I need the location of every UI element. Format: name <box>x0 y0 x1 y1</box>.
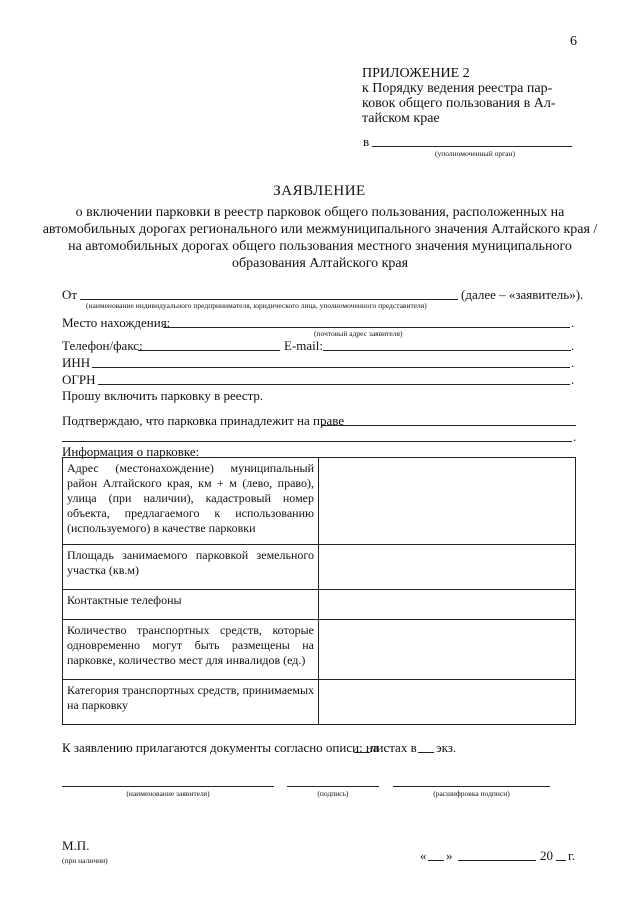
period: . <box>571 355 575 370</box>
row-label: Количество транспортных средств, которые одновременно могут быть размещены на парковке, количество мест для инвалидов (ед.) <box>63 620 319 680</box>
page-number: 6 <box>570 34 577 49</box>
email-label: E-mail: <box>284 338 323 353</box>
period: . <box>573 429 577 444</box>
period: . <box>571 315 575 330</box>
parking-info-table <box>62 457 576 725</box>
inn-field[interactable] <box>92 367 570 368</box>
date-quote-open: « <box>420 848 427 863</box>
table-row <box>63 458 576 545</box>
recipient-field[interactable] <box>372 146 572 147</box>
stamp-label: М.П. <box>62 838 90 853</box>
confirm-text: Подтверждаю, что парковка принадлежит на праве <box>62 413 345 428</box>
parking-info-heading: Информация о парковке: <box>62 444 200 459</box>
period: . <box>571 372 575 387</box>
table-row <box>63 590 576 620</box>
date-quote-close: » <box>446 848 453 863</box>
table-row <box>63 680 576 725</box>
appendix-line: к Порядку ведения реестра пар- <box>362 81 553 96</box>
recipient-caption: (уполномоченный орган) <box>434 149 516 158</box>
attachments-text-mid: листах в <box>370 740 417 755</box>
request-text: Прошу включить парковку в реестр. <box>62 388 264 403</box>
period: . <box>571 338 575 353</box>
appendix-heading: ПРИЛОЖЕНИЕ 2 <box>362 66 470 81</box>
row-label: Адрес (местонахождение) муниципальный район Алтайского края, км + м (лево, право), улица (при наличии), кадастровый номер объекта, предлагаемого к использованию (используемого) в качестве парковки <box>63 458 319 545</box>
table-row <box>63 545 576 590</box>
row-label: Контактные телефоны <box>63 590 319 620</box>
date-year-suffix: г. <box>568 848 576 863</box>
row-value-field[interactable] <box>319 545 576 590</box>
row-value-field[interactable] <box>319 620 576 680</box>
date-year-field[interactable] <box>556 860 566 861</box>
from-caption: (наименование индивидуального предпринимателя, юридического лица, уполномоченного представителя) <box>86 301 427 310</box>
date-year-prefix: 20 <box>540 848 553 863</box>
stamp-caption: (при наличии) <box>62 856 108 865</box>
row-label: Площадь занимаемого парковкой земельного участка (кв.м) <box>63 545 319 590</box>
name-caption: (наименование заявителя) <box>126 789 210 798</box>
sheets-count-field[interactable] <box>354 752 370 753</box>
signature-caption: (подпись) <box>317 789 349 798</box>
copies-count-field[interactable] <box>418 752 434 753</box>
document-title: ЗАЯВЛЕНИЕ <box>273 183 366 199</box>
signature-field[interactable] <box>287 786 379 787</box>
document-subtitle: о включении парковки в реестр парковок общего пользования, расположенных на автомобильных дорогах регионального или межмуниципального значения Алтайского края / на автомобильных дорогах общего пользования местного значения муниципального образования Алтайского края <box>42 205 598 271</box>
attachments-text-end: экз. <box>436 740 457 755</box>
signature-decode-field[interactable] <box>393 786 550 787</box>
attachments-text-start: К заявлению прилагаются документы согласно описи: на <box>62 740 379 755</box>
decode-caption: (расшифровка подписи) <box>433 789 510 798</box>
row-value-field[interactable] <box>319 680 576 725</box>
row-value-field[interactable] <box>319 590 576 620</box>
date-day-field[interactable] <box>428 860 444 861</box>
appendix-line: тайском крае <box>362 111 440 126</box>
table-row <box>63 620 576 680</box>
ownership-right-field-line2[interactable] <box>62 441 572 442</box>
location-field[interactable] <box>163 327 570 328</box>
from-suffix: (далее – «заявитель»). <box>461 287 584 302</box>
applicant-name-signature-field[interactable] <box>62 786 274 787</box>
inn-label: ИНН <box>62 355 91 370</box>
applicant-name-field[interactable] <box>80 299 458 300</box>
ogrn-label: ОГРН <box>62 372 96 387</box>
ogrn-field[interactable] <box>98 384 570 385</box>
date-month-field[interactable] <box>458 860 536 861</box>
ownership-right-field[interactable] <box>322 425 576 426</box>
row-value-field[interactable] <box>319 458 576 545</box>
row-label: Категория транспортных средств, принимаемых на парковку <box>63 680 319 725</box>
from-label: От <box>62 287 78 302</box>
phone-field[interactable] <box>138 350 280 351</box>
appendix-block <box>362 66 555 126</box>
location-label: Место нахождения: <box>62 315 171 330</box>
phone-label: Телефон/факс: <box>62 338 143 353</box>
location-caption: (почтовый адрес заявителя) <box>314 329 403 338</box>
email-field[interactable] <box>323 350 571 351</box>
appendix-line: ковок общего пользования в Ал- <box>362 96 556 111</box>
recipient-prefix: в <box>363 134 370 149</box>
